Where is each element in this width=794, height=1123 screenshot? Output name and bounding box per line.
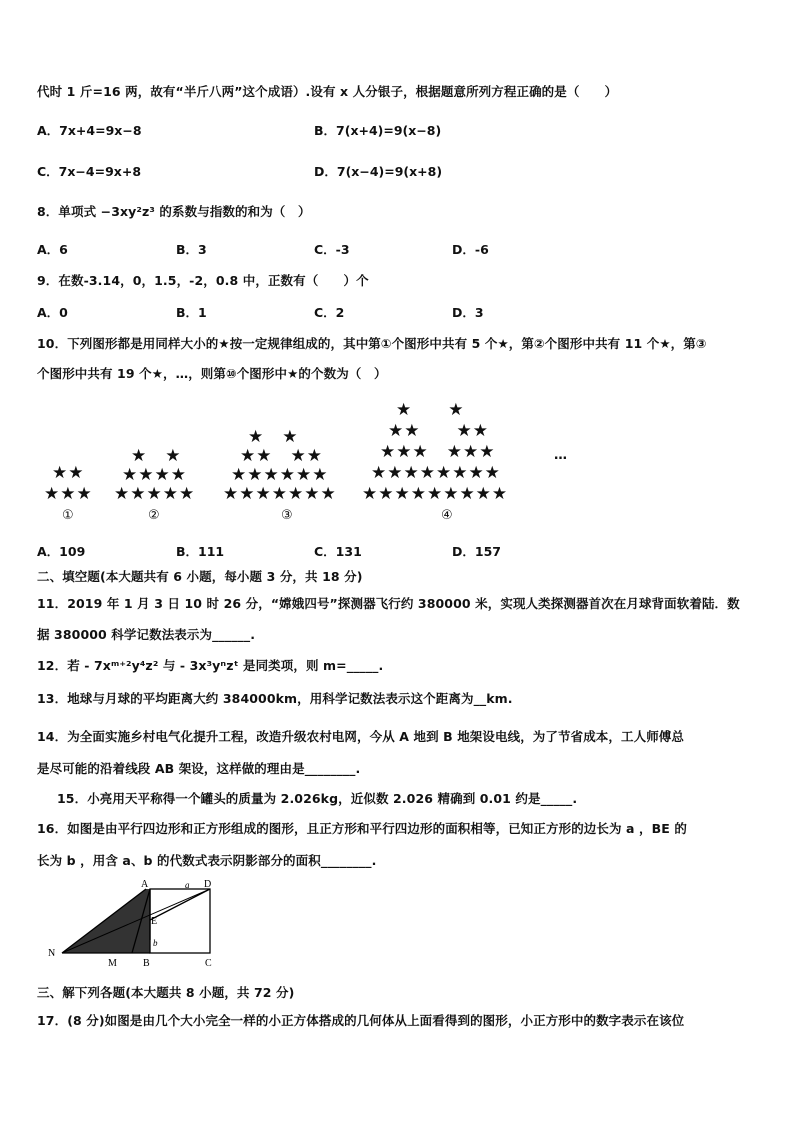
figure1-star-row: ★★	[52, 463, 85, 483]
q10-option-d: D．157	[452, 544, 501, 559]
q8-option-c: C．-3	[314, 242, 350, 257]
figure2-star-row: ★★★★	[122, 465, 187, 485]
figure4-label: ④	[441, 508, 453, 523]
figure4-star-row: ★ ★	[396, 400, 465, 420]
diagonal-ed	[150, 889, 210, 920]
q9-option-b: B．1	[176, 305, 207, 320]
figure2-star-row: ★ ★	[131, 446, 182, 466]
label-a-point: A	[141, 879, 149, 890]
q16-figure	[40, 878, 240, 970]
q11-line1: 11．2019 年 1 月 3 日 10 时 26 分，“嫦娥四号”探测器飞行约 380000 米，实现人类探测器首次在月球背面软着陆．数	[37, 596, 740, 611]
figure4-star-row: ★★★★★★★★★	[362, 484, 509, 504]
section2-heading: 二、填空题(本大题共有 6 小题，每小题 3 分，共 18 分)	[37, 569, 363, 584]
q16-line1: 16．如图是由平行四边形和正方形组成的图形，且正方形和平行四边形的面积相等，已知正方形的边长为 a ，BE 的	[37, 821, 687, 836]
q14-line2: 是尽可能的沿着线段 AB 架设，这样做的理由是________.	[37, 761, 361, 776]
q10-option-b: B．111	[176, 544, 225, 559]
label-m-point: M	[108, 958, 117, 969]
q10-option-a: A．109	[37, 544, 86, 559]
q8-stem: 8．单项式 −3xy²z³ 的系数与指数的和为（ ）	[37, 204, 311, 219]
label-c-point: C	[205, 958, 212, 969]
q15-text: 15．小亮用天平称得一个罐头的质量为 2.026kg，近似数 2.026 精确到 0.01 约是_____.	[57, 791, 578, 806]
q7-option-a: A．7x+4=9x−8	[37, 123, 142, 138]
figure4-star-row: ★★★★★★★★	[371, 463, 501, 483]
label-a-length: a	[185, 880, 190, 890]
q8-option-a: A．6	[37, 242, 68, 257]
q11-line2: 据 380000 科学记数法表示为______.	[37, 627, 256, 642]
figure1-star-row: ★★★	[44, 484, 93, 504]
label-d-point: D	[204, 879, 212, 890]
figure4-star-row: ★★ ★★	[388, 421, 489, 441]
q10-stem-line2: 个图形中共有 19 个★，…，则第⑩个图形中★的个数为（ ）	[37, 366, 387, 381]
q13-text: 13．地球与月球的平均距离大约 384000km，用科学记数法表示这个距离为__km.	[37, 691, 513, 706]
q7-option-b: B．7(x+4)=9(x−8)	[314, 123, 442, 138]
q9-option-c: C．2	[314, 305, 345, 320]
figure1-label: ①	[62, 508, 74, 523]
figure3-star-row: ★ ★	[248, 427, 299, 447]
q14-line1: 14．为全面实施乡村电气化提升工程，改造升级农村电网，今从 A 地到 B 地架设电线，为了节省成本，工人师傅总	[37, 729, 685, 744]
q10-option-c: C．131	[314, 544, 362, 559]
q7-option-d: D．7(x−4)=9(x+8)	[314, 164, 443, 179]
q10-stem-line1: 10．下列图形都是用同样大小的★按一定规律组成的，其中第①个图形中共有 5 个★，第②个图形中共有 11 个★，第③	[37, 336, 707, 351]
figure3-star-row: ★★ ★★	[240, 446, 323, 466]
figure2-star-row: ★★★★★	[114, 484, 196, 504]
q9-stem: 9．在数-3.14，0，1.5，-2，0.8 中，正数有（ ）个	[37, 273, 369, 288]
q9-option-d: D．3	[452, 305, 484, 320]
label-b-length: b	[153, 938, 158, 948]
q9-option-a: A．0	[37, 305, 68, 320]
figure3-star-row: ★★★★★★	[231, 465, 329, 485]
square	[150, 889, 210, 953]
q7-option-c: C．7x−4=9x+8	[37, 164, 142, 179]
figure3-label: ③	[281, 508, 293, 523]
figure2-label: ②	[148, 508, 160, 523]
figure4-star-row: ★★★ ★★★	[380, 442, 496, 462]
q16-line2: 长为 b ，用含 a、b 的代数式表示阴影部分的面积________.	[37, 853, 377, 868]
label-n-point: N	[48, 948, 56, 959]
q12-text: 12．若 - 7xᵐ⁺²y⁴z² 与 - 3x³yⁿzᵗ 是同类项，则 m=_____.	[37, 658, 384, 673]
label-b-point: B	[143, 958, 150, 969]
q17-text: 17．(8 分)如图是由几个大小完全一样的小正方体搭成的几何体从上面看得到的图形，小正方形中的数字表示在该位	[37, 1013, 685, 1028]
q8-option-b: B．3	[176, 242, 207, 257]
q7-stem: 代时 1 斤=16 两，故有“半斤八两”这个成语）.设有 x 人分银子，根据题意所列方程正确的是（ ）	[37, 84, 618, 99]
section3-heading: 三、解下列各题(本大题共 8 小题，共 72 分)	[37, 985, 295, 1000]
figure-ellipsis: …	[554, 448, 567, 463]
figure3-star-row: ★★★★★★★	[223, 484, 337, 504]
label-e-point: E	[151, 916, 158, 927]
q8-option-d: D．-6	[452, 242, 489, 257]
